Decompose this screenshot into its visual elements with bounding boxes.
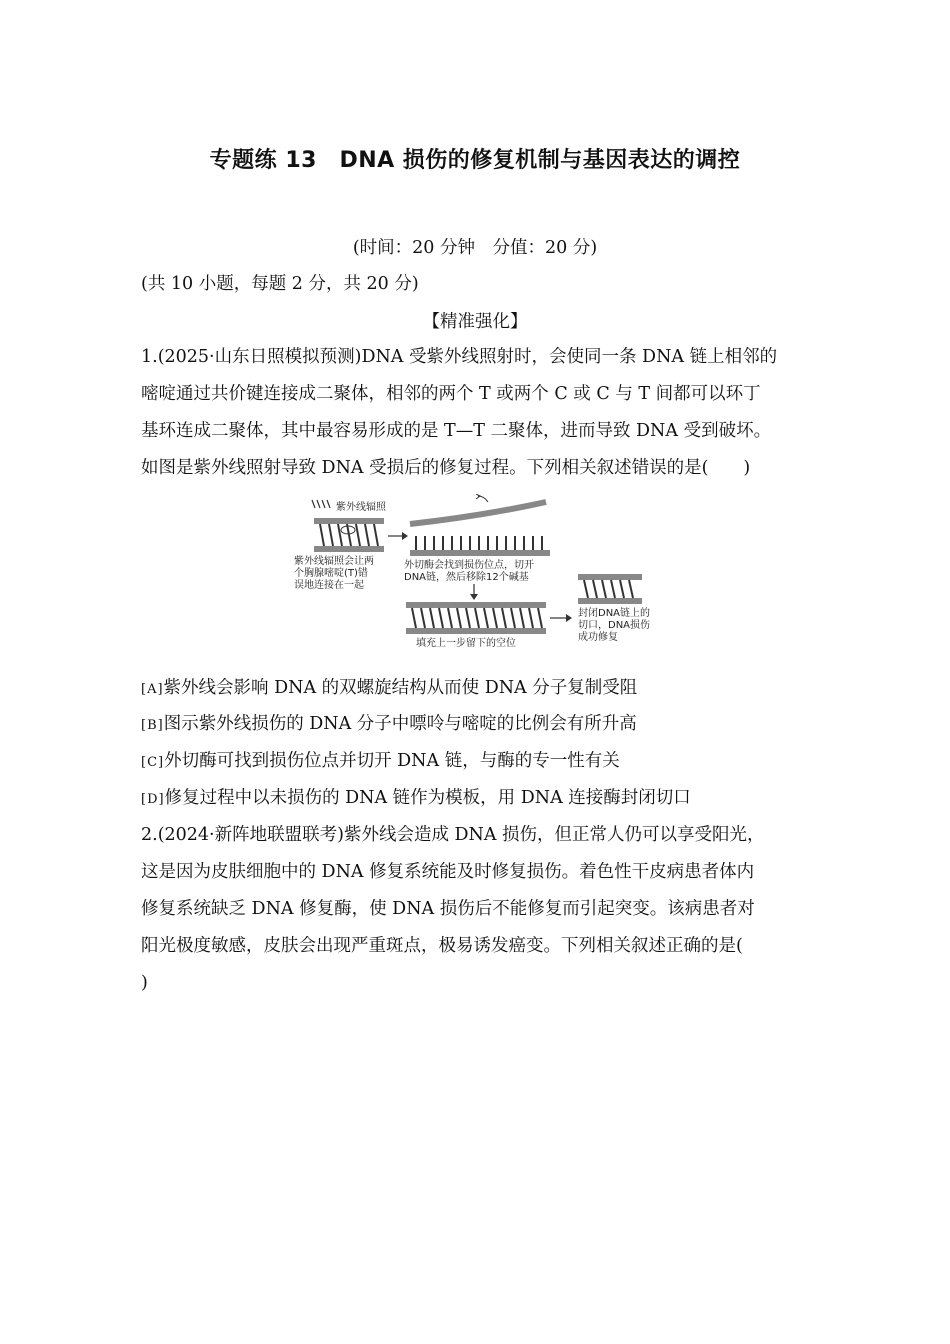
arrow-right-icon [388, 532, 408, 540]
arrow-right-icon-2 [550, 614, 572, 622]
option-text: 紫外线会影响 DNA 的双螺旋结构从而使 DNA 分子复制受阻 [163, 678, 638, 698]
seal-label-3: 成功修复 [578, 632, 618, 643]
q2-line-2: 这是因为皮肤细胞中的 DNA 修复系统能及时修复损伤。着色性干皮病患者体内 [141, 862, 755, 882]
arrow-down-icon [470, 584, 478, 600]
q2-line-5: ) [141, 973, 148, 993]
excision-panel [410, 494, 550, 556]
q1-line-2: 嘧啶通过共价键连接成二聚体，相邻的两个 T 或两个 C 或 C 与 T 间都可以环丁 [141, 384, 761, 404]
q1-option-c[interactable] [141, 749, 620, 775]
time-score-info: (时间：20 分钟 分值：20 分) [352, 238, 598, 258]
option-text: 外切酶可找到损伤位点并切开 DNA 链，与酶的专一性有关 [164, 751, 620, 771]
uv-label: 紫外线辐照 [336, 502, 386, 513]
q1-option-d[interactable] [141, 786, 691, 812]
section-heading: 【精准强化】 [422, 312, 528, 332]
fill-label: 填充上一步留下的空位 [416, 638, 516, 649]
repaired-dna-panel [578, 574, 642, 604]
option-letter: [B] [141, 718, 164, 733]
q1-line-1: 1.(2025·山东日照模拟预测)DNA 受紫外线照射时，会使同一条 DNA 链上相邻的 [141, 347, 778, 367]
fill-panel [406, 602, 546, 634]
q1-line-4: 如图是紫外线照射导致 DNA 受损后的修复过程。下列相关叙述错误的是( ) [141, 458, 751, 478]
left-label-2: 个胸腺嘧啶(T)错 [294, 568, 368, 579]
seal-label-2: 切口，DNA损伤 [578, 620, 651, 631]
seal-label-1: 封闭DNA链上的 [578, 608, 651, 619]
q2-line-4: 阳光极度敏感，皮肤会出现严重斑点，极易诱发癌变。下列相关叙述正确的是( [141, 936, 743, 956]
option-letter: [D] [141, 792, 165, 807]
dna-repair-figure [292, 494, 662, 654]
excise-label-2: DNA链，然后移除12个碱基 [404, 572, 529, 583]
q1-line-3: 基环连成二聚体，其中最容易形成的是 T—T 二聚体，进而导致 DNA 受到破坏。 [141, 421, 772, 441]
option-letter: [C] [141, 755, 165, 770]
left-label-3: 误地连接在一起 [294, 580, 364, 591]
option-text: 修复过程中以未损伤的 DNA 链作为模板，用 DNA 连接酶封闭切口 [164, 788, 691, 808]
option-letter: [A] [141, 682, 164, 697]
uv-rays-icon [312, 500, 330, 508]
page-title: 专题练 13 DNA 损伤的修复机制与基因表达的调控 [209, 148, 741, 173]
question-count-info: (共 10 小题，每题 2 分，共 20 分) [141, 274, 419, 294]
q2-line-1: 2.(2024·新阵地联盟联考)紫外线会造成 DNA 损伤，但正常人仍可以享受阳光， [141, 825, 765, 845]
q2-line-3: 修复系统缺乏 DNA 修复酶，使 DNA 损伤后不能修复而引起突变。该病患者对 [141, 899, 755, 919]
damaged-dna-panel [314, 518, 384, 552]
q1-option-a[interactable] [141, 676, 637, 702]
excise-label-1: 外切酶会找到损伤位点，切开 [404, 560, 534, 571]
left-label-1: 紫外线辐照会让两 [294, 556, 374, 567]
q1-option-b[interactable] [141, 712, 637, 738]
option-text: 图示紫外线损伤的 DNA 分子中嘌呤与嘧啶的比例会有所升高 [163, 714, 637, 734]
